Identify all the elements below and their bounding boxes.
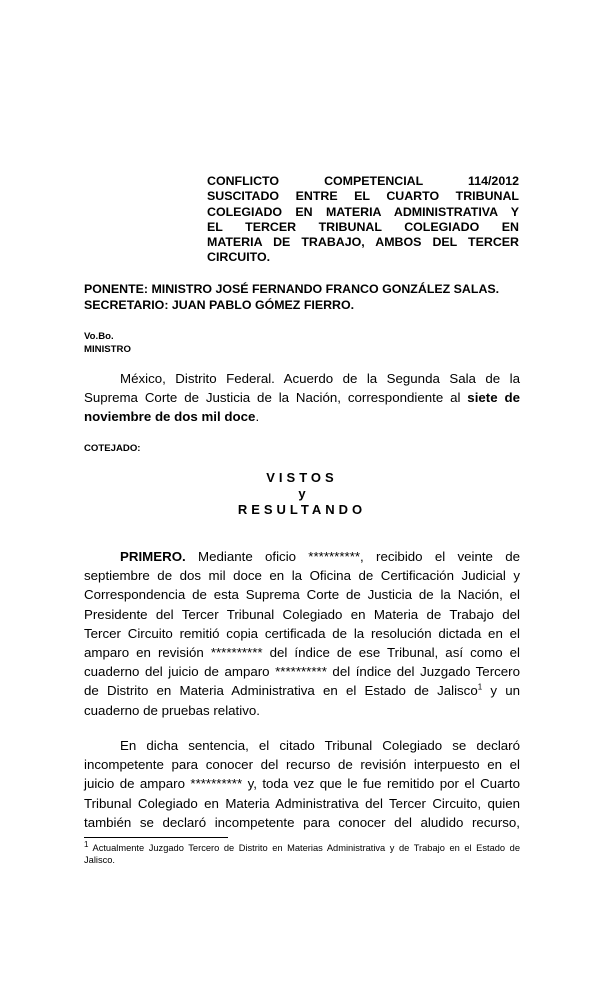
footnote-text: Actualmente Juzgado Tercero de Distrito en Materias Administrativa y de Trabajo en el Estado de Jalisco. <box>84 843 520 865</box>
footnote-separator <box>84 837 228 838</box>
intro-paragraph <box>84 369 520 427</box>
intro-date-bold: noviembre de dos mil doce <box>84 409 256 425</box>
caption-line: SUSCITADO ENTRE EL CUARTO TRIBUNAL <box>207 189 519 204</box>
primero-text: Mediante oficio **********, recibido el veinte de <box>185 549 520 564</box>
intro-text: Suprema Corte de Justicia de la Nación, correspondiente al <box>84 390 468 406</box>
primero-line: amparo en revisión ********** del índice de ese Tribunal, así como el <box>84 645 520 661</box>
cotejado-label: COTEJADO: <box>84 443 141 454</box>
segundo-paragraph <box>84 736 520 832</box>
ponente-block <box>84 282 524 313</box>
heading-y: y <box>298 486 306 501</box>
primero-line <box>84 681 520 700</box>
vobo-ministro: MINISTRO <box>84 343 131 355</box>
footnote-mark: 1 <box>84 839 89 849</box>
segundo-line: incompetente para conocer del recurso de revisión interpuesto en el <box>84 757 520 773</box>
primero-line: Correspondencia de esta Suprema Corte de Justicia de la Nación, el <box>84 587 520 603</box>
ponente-line: PONENTE: MINISTRO JOSÉ FERNANDO FRANCO GONZÁLEZ SALAS. <box>84 282 500 296</box>
primero-line: septiembre de dos mil doce en la Oficina de Certificación Judicial y <box>84 568 520 584</box>
primero-line: cuaderno del juicio de amparo ********** del índice del Juzgado Tercero <box>84 664 520 680</box>
primero-label: PRIMERO. <box>120 549 186 564</box>
segundo-line: también se declaró incompetente para conocer del aludido recurso, <box>84 814 520 830</box>
intro-line <box>84 407 520 426</box>
primero-text: y un <box>482 683 521 699</box>
caption-line: CONFLICTO COMPETENCIAL 114/2012 <box>207 174 519 188</box>
caption-line: MATERIA DE TRABAJO, AMBOS DEL TERCER <box>207 235 519 250</box>
segundo-line: En dicha sentencia, el citado Tribunal Colegiado se declaró <box>120 738 520 753</box>
segundo-line: juicio de amparo ********** y, toda vez que le fue remitido por el Cuarto <box>84 776 520 792</box>
vobo-label: Vo.Bo. <box>84 331 114 342</box>
intro-date-bold: siete de <box>467 390 520 406</box>
segundo-line: Tribunal Colegiado en Materia Administrativa del Tercer Circuito, quien <box>84 795 520 811</box>
vobo-block <box>84 331 131 356</box>
heading-resultando: RESULTANDO <box>237 502 367 517</box>
primero-line: cuaderno de pruebas relativo. <box>84 702 260 718</box>
intro-line: México, Distrito Federal. Acuerdo de la Segunda Sala de la <box>120 371 520 386</box>
primero-paragraph <box>84 547 520 720</box>
primero-text: de Distrito en Materia Administrativa en el Estado de Jalisco <box>84 683 478 699</box>
caption-line: EL TERCER TRIBUNAL COLEGIADO EN <box>207 219 519 234</box>
caption-line: COLEGIADO EN MATERIA ADMINISTRATIVA Y <box>207 204 519 219</box>
secretario-line: SECRETARIO: JUAN PABLO GÓMEZ FIERRO. <box>84 297 355 312</box>
caption-line: CIRCUITO. <box>207 250 271 265</box>
primero-line: Tercer Circuito remitió copia certificada de la resolución dictada en el <box>84 625 520 641</box>
footnote-reference: 1 <box>477 683 483 692</box>
footnote <box>84 839 520 866</box>
intro-text: . <box>255 409 260 425</box>
primero-line: Presidente del Tercer Tribunal Colegiado en Materia de Trabajo del <box>84 606 520 622</box>
heading-vistos: VISTOS <box>266 470 338 485</box>
case-caption <box>207 174 519 266</box>
primero-line <box>84 547 520 566</box>
intro-line <box>84 388 520 407</box>
